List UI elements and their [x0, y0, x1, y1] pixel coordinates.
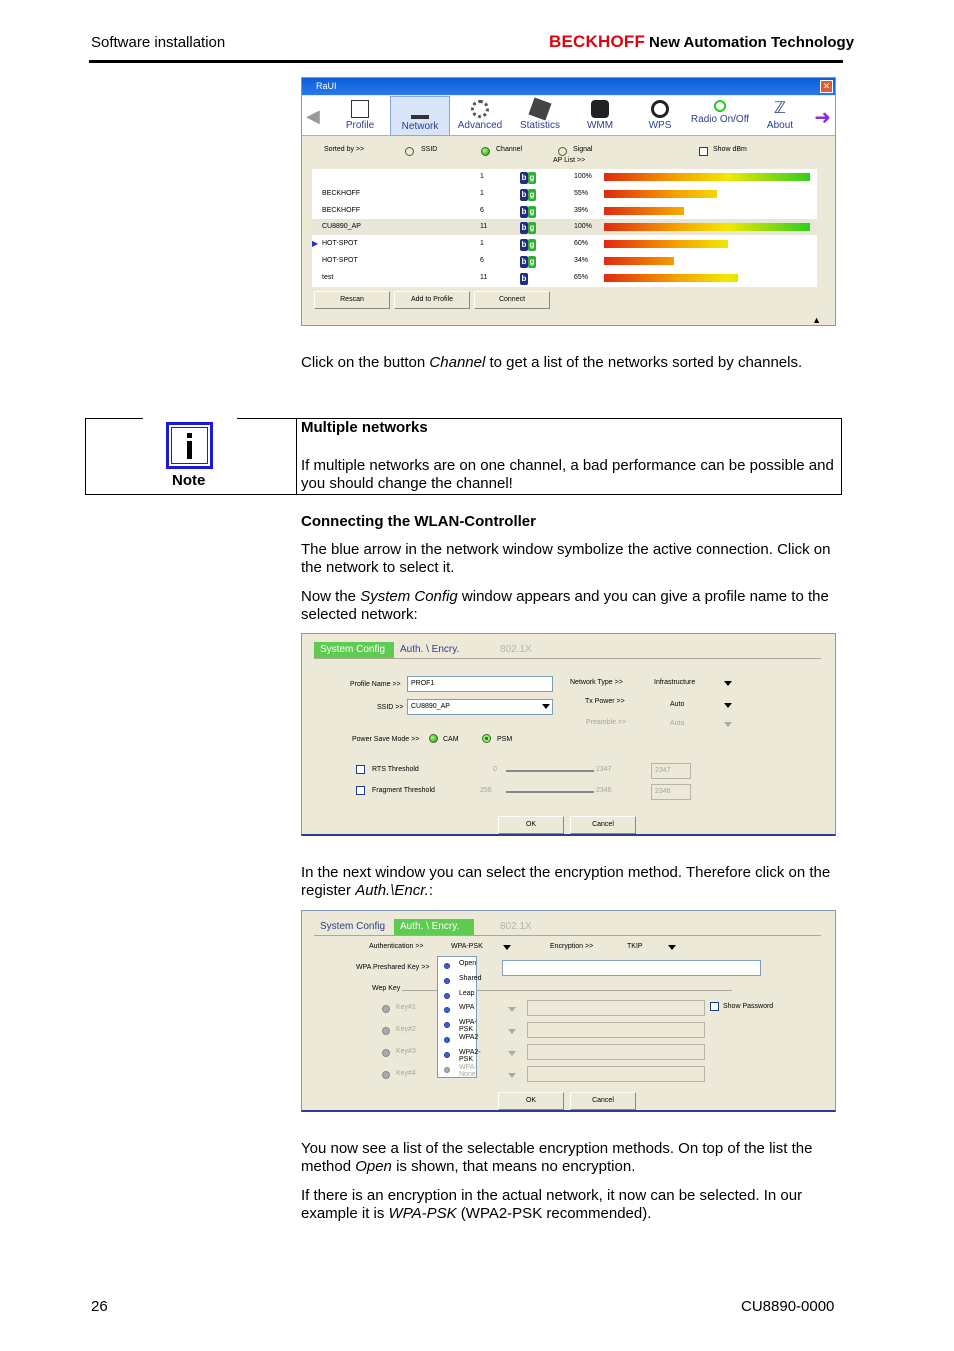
ok-button[interactable]: OK	[498, 1092, 564, 1110]
brand-logo	[549, 32, 854, 52]
chevron-down-icon	[508, 1073, 516, 1078]
network-icon	[411, 101, 429, 119]
tab-system-config[interactable]: System Config	[314, 642, 394, 658]
authentication-label: Authentication >>	[369, 943, 424, 950]
sort-channel-label: Channel	[496, 146, 523, 153]
ap-row[interactable]	[312, 253, 817, 269]
key1-input[interactable]	[527, 1000, 705, 1016]
bg-mode-icon: b g	[521, 206, 535, 216]
forward-arrow-icon[interactable]: ➜	[814, 107, 831, 129]
collapse-arrow-icon[interactable]: ▲	[812, 315, 821, 325]
toolbar-about[interactable]: ℤ About	[766, 100, 794, 131]
key4-input[interactable]	[527, 1066, 705, 1082]
window-title: RaUI	[316, 81, 337, 91]
chevron-down-icon	[508, 1029, 516, 1034]
wpa-key-input[interactable]	[502, 960, 761, 976]
key2-label: Key#2	[396, 1026, 416, 1033]
active-connection-arrow-icon: ▶	[312, 239, 319, 249]
ssid-label: SSID >>	[377, 704, 404, 711]
tab-8021x[interactable]: 802.1X	[500, 921, 532, 932]
chevron-down-icon	[724, 722, 732, 727]
bg-mode-icon: b g	[521, 257, 535, 266]
bg-mode-icon: b g	[521, 173, 535, 182]
authentication-value[interactable]: WPA-PSK	[451, 943, 483, 950]
option-bullet-icon	[444, 1037, 450, 1043]
back-arrow-icon[interactable]: ◀	[306, 106, 320, 126]
option-bullet-icon	[444, 978, 450, 984]
key3-input[interactable]	[527, 1044, 705, 1060]
ap-channel: 11	[480, 223, 488, 231]
show-dbm-label: Show dBm	[713, 146, 747, 153]
option-bullet-icon	[444, 1052, 450, 1058]
tab-auth-encry[interactable]: Auth. \ Encry.	[394, 919, 474, 935]
ap-signal: 65%	[574, 273, 589, 281]
rts-min: 0	[493, 766, 497, 773]
add-to-profile-button[interactable]: Add to Profile	[394, 291, 470, 309]
encryption-label: Encryption >>	[550, 943, 594, 950]
toolbar-wps[interactable]: WPS	[630, 96, 690, 136]
cam-radio[interactable]	[429, 734, 438, 743]
authentication-option[interactable]: Shared	[459, 974, 482, 982]
sort-channel-radio[interactable]	[481, 147, 490, 156]
window-titlebar	[302, 78, 835, 95]
paragraph-encryption: In the next window you can select the encryption method. Therefore click on the register Auth.\Encr.:	[301, 864, 831, 899]
note-divider	[296, 418, 297, 495]
ap-row[interactable]	[312, 203, 817, 219]
toolbar-network[interactable]: Network	[390, 96, 450, 136]
fragment-label: Fragment Threshold	[372, 787, 435, 794]
chevron-down-icon	[508, 1007, 516, 1012]
key2-input[interactable]	[527, 1022, 705, 1038]
key1-label: Key#1	[396, 1004, 416, 1011]
sort-ssid-radio[interactable]	[405, 147, 414, 156]
tab-auth-encry[interactable]: Auth. \ Encry.	[400, 644, 460, 655]
auth-encry-screenshot	[301, 910, 836, 1112]
show-password-label: Show Password	[723, 1003, 774, 1010]
page-number: 26	[91, 1298, 108, 1315]
close-icon[interactable]: ✕	[820, 80, 833, 93]
key2-radio[interactable]	[382, 1027, 390, 1035]
show-password-checkbox[interactable]	[710, 1002, 719, 1011]
chevron-down-icon	[542, 704, 550, 709]
tab-rule	[314, 935, 821, 936]
bg-mode-icon: b g	[521, 223, 535, 233]
profile-icon	[351, 100, 369, 118]
rts-slider[interactable]	[506, 770, 594, 772]
key4-label: Key#4	[396, 1070, 416, 1077]
fragment-min: 256	[480, 787, 492, 794]
note-title: Multiple networks	[301, 419, 428, 436]
sort-row	[302, 144, 835, 164]
toolbar-radio[interactable]: Radio On/Off	[690, 96, 750, 136]
option-bullet-icon	[444, 1067, 450, 1073]
paragraph-channel: Click on the button Channel to get a list of the networks sorted by channels.	[301, 354, 803, 371]
bg-mode-icon: b	[521, 273, 527, 283]
about-icon: ℤ	[774, 100, 786, 117]
option-bullet-icon	[444, 963, 450, 969]
bg-mode-icon: b g	[521, 240, 535, 250]
tx-power-value[interactable]: Auto	[670, 701, 685, 708]
rts-max: 2347	[596, 766, 612, 773]
ap-signal: 60%	[574, 240, 589, 248]
info-icon	[166, 422, 213, 469]
key4-radio[interactable]	[382, 1071, 390, 1079]
rts-checkbox[interactable]	[356, 765, 365, 774]
fragment-checkbox[interactable]	[356, 786, 365, 795]
toolbar-statistics[interactable]: Statistics	[510, 96, 570, 136]
document-id: CU8890-0000	[741, 1298, 835, 1315]
paragraph-arrow: The blue arrow in the network window symbolize the active connection. Click on the network to select it.	[301, 541, 831, 576]
signal-bar	[604, 257, 674, 265]
ap-row[interactable]	[312, 270, 817, 286]
toolbar-profile[interactable]: Profile	[330, 96, 390, 136]
authentication-option[interactable]: WPA-None	[459, 1063, 477, 1078]
ap-signal: 55%	[574, 189, 589, 197]
ap-signal: 100%	[574, 173, 592, 180]
chevron-down-icon[interactable]	[724, 703, 732, 708]
option-bullet-icon	[444, 993, 450, 999]
wpa-key-label: WPA Preshared Key >>	[356, 964, 430, 971]
ap-channel: 11	[480, 273, 488, 281]
power-save-label: Power Save Mode >>	[352, 736, 420, 743]
cancel-button[interactable]: Cancel	[570, 816, 636, 834]
note-text: If multiple networks are on one channel, a bad performance can be possible and you should change the channel!	[301, 457, 834, 492]
ap-ssid: BECKHOFF	[322, 206, 361, 214]
option-bullet-icon	[444, 1007, 450, 1013]
chevron-down-icon	[508, 1051, 516, 1056]
signal-bar	[604, 173, 810, 181]
profile-name-label: Profile Name >>	[350, 681, 401, 688]
network-type-value[interactable]: Infrastructure	[654, 679, 696, 686]
preamble-label: Preamble >>	[586, 719, 627, 726]
ap-row[interactable]	[312, 169, 817, 185]
ap-channel: 1	[480, 240, 484, 248]
tab-system-config[interactable]: System Config	[320, 921, 386, 932]
signal-bar	[604, 240, 728, 248]
note-top-rule-left	[85, 418, 143, 419]
network-type-label: Network Type >>	[570, 679, 623, 686]
system-config-screenshot	[301, 633, 836, 836]
paragraph-methods: You now see a list of the selectable encryption methods. On top of the list the method Open is shown, that means no encryption.	[301, 1140, 813, 1175]
paragraph-system-config: Now the System Config window appears and you can give a profile name to the selected network:	[301, 588, 829, 623]
chevron-down-icon[interactable]	[503, 945, 511, 950]
connect-button[interactable]: Connect	[474, 291, 550, 309]
authentication-dropdown	[437, 956, 482, 1078]
ap-list	[312, 169, 817, 287]
ap-row[interactable]	[312, 186, 817, 202]
tab-8021x[interactable]: 802.1X	[500, 644, 532, 655]
sort-label: Sorted by >>	[324, 146, 365, 153]
psm-label: PSM	[497, 736, 513, 743]
rts-label: RTS Threshold	[372, 766, 419, 773]
toolbar-advanced[interactable]: Advanced	[450, 96, 510, 136]
psm-radio[interactable]	[482, 734, 491, 743]
tab-rule	[314, 658, 821, 659]
key3-radio[interactable]	[382, 1049, 390, 1057]
cam-label: CAM	[443, 736, 459, 743]
section-heading: Connecting the WLAN-Controller	[301, 513, 536, 530]
encryption-value[interactable]: TKIP	[627, 943, 643, 950]
tx-power-label: Tx Power >>	[585, 698, 625, 705]
signal-bar	[604, 207, 684, 215]
ap-channel: 1	[480, 189, 484, 197]
sort-signal-radio[interactable]	[558, 147, 567, 156]
ap-list-label: AP List >>	[553, 157, 586, 164]
ap-signal: 34%	[574, 257, 589, 264]
note-top-rule-mid	[237, 418, 297, 419]
ap-signal: 39%	[574, 206, 589, 214]
authentication-option[interactable]: WPA-PSK	[459, 1019, 477, 1034]
toolbar	[302, 96, 835, 136]
ap-ssid: test	[322, 273, 334, 281]
ok-button[interactable]: OK	[498, 816, 564, 834]
raui-network-screenshot	[301, 77, 836, 326]
rescan-button[interactable]: Rescan	[314, 291, 390, 309]
profile-name-input[interactable]: PROF1	[407, 676, 553, 692]
authentication-option[interactable]: WPA2-PSK	[459, 1048, 481, 1063]
rts-value[interactable]: 2347	[651, 763, 691, 779]
brand-tagline: New Automation Technology	[649, 34, 855, 51]
header-section: Software installation	[91, 34, 226, 51]
wep-key-label: Wep Key	[372, 985, 401, 992]
option-bullet-icon	[444, 1022, 450, 1028]
fragment-slider[interactable]	[506, 791, 594, 793]
toolbar-wmm[interactable]: WMM	[570, 96, 630, 136]
ap-row[interactable]	[312, 219, 817, 235]
statistics-icon	[528, 97, 551, 120]
ap-ssid: BECKHOFF	[322, 189, 361, 197]
chevron-down-icon[interactable]	[668, 945, 676, 950]
fragment-max: 2346	[596, 787, 612, 794]
note-label: Note	[172, 472, 206, 489]
ap-channel: 6	[480, 257, 484, 264]
chevron-down-icon[interactable]	[724, 681, 732, 686]
bg-mode-icon: b g	[521, 189, 535, 199]
signal-bar	[604, 274, 738, 282]
ap-ssid: HOT-SPOT	[322, 240, 358, 248]
authentication-option[interactable]: Open	[459, 960, 477, 967]
key3-label: Key#3	[396, 1048, 416, 1055]
wps-icon	[651, 100, 669, 118]
signal-bar	[604, 223, 810, 231]
authentication-option[interactable]: WPA	[459, 1004, 475, 1012]
cancel-button[interactable]: Cancel	[570, 1092, 636, 1110]
gears-icon	[471, 100, 489, 118]
authentication-option[interactable]: Leap	[459, 989, 475, 997]
ap-ssid: CU8890_AP	[322, 223, 361, 231]
header-rule	[89, 60, 843, 63]
ssid-select[interactable]: CU8890_AP	[407, 699, 553, 715]
sort-signal-label: Signal	[573, 146, 593, 153]
brand-name: BECKHOFF	[549, 32, 646, 51]
authentication-option[interactable]: WPA2	[459, 1034, 479, 1041]
fragment-value[interactable]: 2346	[651, 784, 691, 800]
show-dbm-checkbox[interactable]	[699, 147, 708, 156]
sort-ssid-label: SSID	[421, 146, 438, 153]
wmm-icon	[591, 100, 609, 118]
ap-row[interactable]	[312, 236, 817, 252]
paragraph-example: If there is an encryption in the actual network, it now can be selected. In our example it is WPA-PSK (WPA2-PSK recommended).	[301, 1187, 803, 1222]
ap-channel: 1	[480, 173, 484, 180]
key1-radio[interactable]	[382, 1005, 390, 1013]
radio-icon	[714, 100, 726, 112]
ap-channel: 6	[480, 206, 484, 214]
ap-signal: 100%	[574, 223, 592, 231]
ap-ssid: HOT-SPOT	[322, 257, 358, 264]
preamble-value: Auto	[670, 720, 685, 727]
signal-bar	[604, 190, 717, 198]
